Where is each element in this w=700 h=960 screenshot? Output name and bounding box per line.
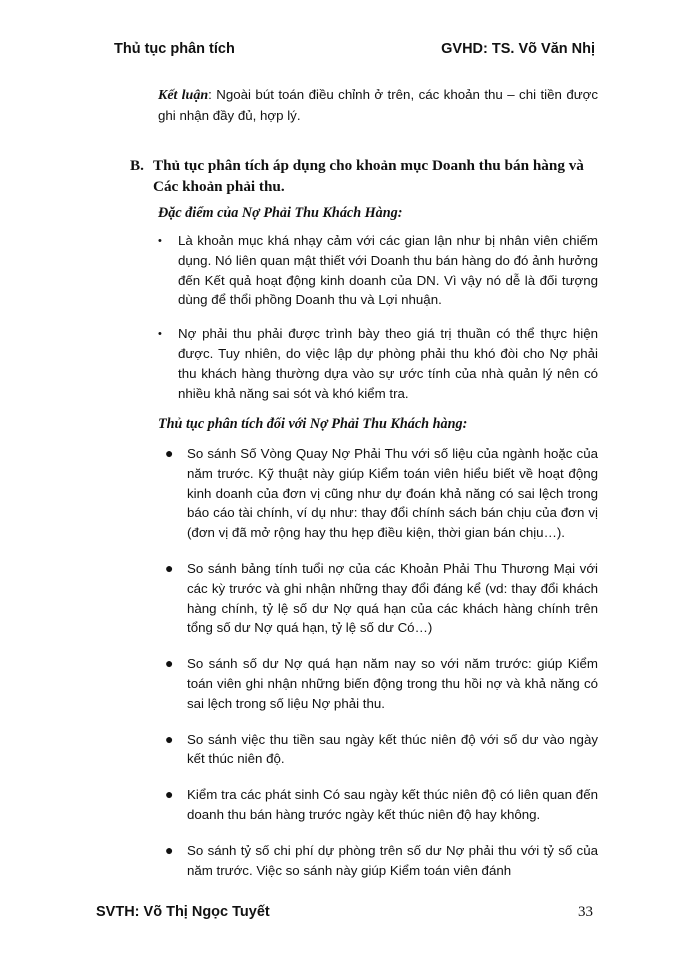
characteristics-list: [158, 231, 598, 417]
list-item-text: Kiểm tra các phát sinh Có sau ngày kết thúc niên độ có liên quan đến doanh thu bán hàng trước ngày kết thúc niên độ hay không.: [187, 787, 598, 822]
conclusion-label: Kết luận: [158, 88, 209, 103]
header-right-instructor: GVHD: TS. Võ Văn Nhị: [441, 41, 595, 57]
bullet-icon: ●: [165, 841, 174, 858]
list-item-text: So sánh bảng tính tuổi nợ của các Khoản Phải Thu Thương Mại với các kỳ trước và ghi nhận những thay đổi đáng kể (vd: thay đổi khách hàng chính, tỷ lệ số dư Nợ quá hạn của các khách hàng chính trên tổng số dư Nợ quá hạn, tỷ lệ số dư Có…): [187, 560, 598, 636]
bullet-icon: •: [158, 328, 162, 341]
section-title: Thủ tục phân tích áp dụng cho khoản mục Doanh thu bán hàng và Các khoản phải thu.: [153, 157, 584, 195]
bullet-icon: ●: [165, 655, 174, 672]
list-item: [158, 324, 598, 403]
bullet-icon: ●: [165, 730, 174, 747]
list-item-text: So sánh việc thu tiền sau ngày kết thúc niên độ với số dư vào ngày kết thúc niên độ.: [187, 731, 598, 767]
list-item-text: Là khoản mục khá nhạy cảm với các gian lận như bị nhân viên chiếm dụng. Nó liên quan mật thiết với Doanh thu bán hàng do đó ảnh hưởng đến Kết quả hoạt động kinh doanh của DN. Vì vậy nó dễ là đối tượng dùng để thổi phồng Doanh thu và Lợi nhuận.: [178, 233, 598, 308]
procedures-list: [165, 444, 598, 896]
bullet-icon: ●: [165, 559, 174, 576]
list-item: [165, 730, 598, 770]
list-item: [165, 559, 598, 638]
header-left-title: Thủ tục phân tích: [114, 41, 235, 57]
conclusion-text: : Ngoài bút toán điều chỉnh ở trên, các khoản thu – chi tiền được ghi nhận đầy đủ, hợp lý.: [158, 87, 598, 123]
page-number: 33: [578, 904, 593, 920]
subheading-characteristics: Đặc điểm của Nợ Phải Thu Khách Hàng:: [158, 205, 403, 221]
list-item: [165, 444, 598, 543]
list-item: [158, 231, 598, 310]
conclusion-paragraph: [158, 85, 598, 126]
section-letter: B.: [130, 157, 144, 174]
bullet-icon: •: [158, 235, 162, 247]
list-item-text: So sánh tỷ số chi phí dự phòng trên số dư Nợ phải thu với tỷ số của năm trước. Việc so sánh này giúp Kiểm toán viên đánh: [187, 842, 598, 878]
subheading-procedures: Thủ tục phân tích đối với Nợ Phải Thu Khách hàng:: [158, 416, 468, 432]
list-item-text: So sánh Số Vòng Quay Nợ Phải Thu với số liệu của ngành hoặc của năm trước. Kỹ thuật này giúp Kiểm toán viên hiểu biết về hoạt động kinh doanh của đơn vị cũng như dự đoán khả năng có sai lệch trong báo cáo tài chính, ví dụ như: thay đổi chính sách bán chịu của đơn vị (đơn vị đã mở rộng hay thu hẹp điều kiện, thời gian bán chịu…).: [187, 446, 598, 541]
list-item: [165, 785, 598, 825]
section-heading: [130, 155, 600, 197]
bullet-icon: ●: [165, 786, 174, 803]
bullet-icon: ●: [165, 445, 174, 461]
list-item: [165, 654, 598, 713]
list-item-text: So sánh số dư Nợ quá hạn năm nay so với năm trước: giúp Kiểm toán viên ghi nhận những biến động trong thu hồi nợ và khả năng có sai lệch trong số liệu Nợ phải thu.: [187, 656, 598, 711]
list-item: [165, 841, 598, 881]
list-item-text: Nợ phải thu phải được trình bày theo giá trị thuần có thể thực hiện được. Tuy nhiên, do việc lập dự phòng phải thu khó đòi cho Nợ phải thu khách hàng thường dựa vào sự ước tính của nhà quản lý nên có nhiều khả năng sai sót và khó kiểm tra.: [178, 326, 598, 401]
footer-student-name: SVTH: Võ Thị Ngọc Tuyết: [96, 904, 270, 920]
